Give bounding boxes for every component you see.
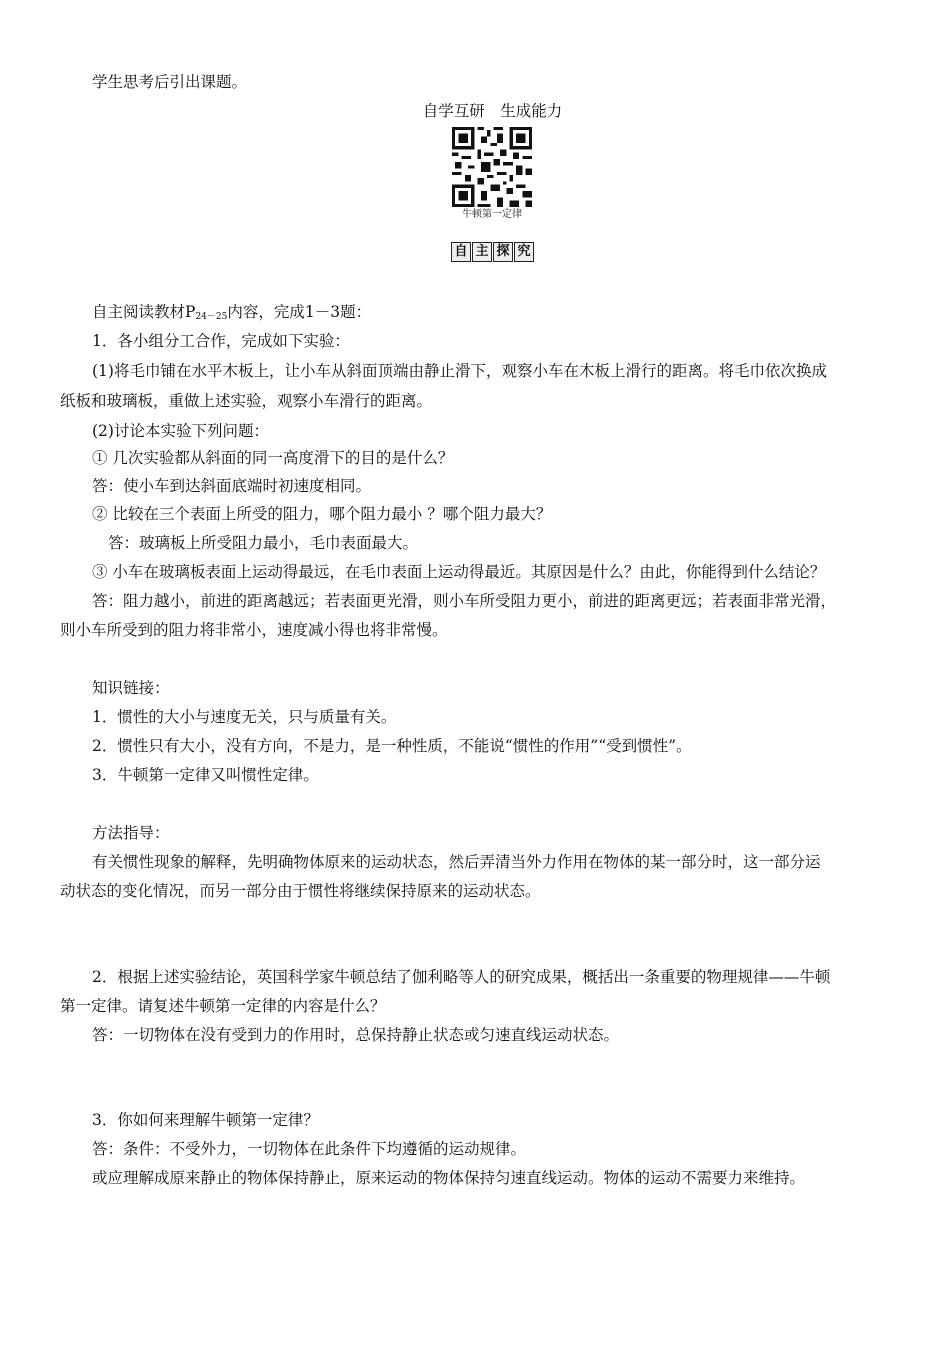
qr-caption: 牛顿第一定律 [462,209,522,220]
intro-line: 学生思考后引出课题。 [92,73,248,91]
badge-char: 探 [493,242,513,262]
badge-char: 主 [472,242,492,262]
q3-answer1: 答：条件：不受外力，一切物体在此条件下均遵循的运动规律。 [92,1140,527,1158]
q1-sub3-answer-line1: 答：阻力越小，前进的距离越远；若表面更光滑，则小车所受阻力更小，前进的距离更远；若表面非常光滑， [92,592,837,610]
reading-suffix: 内容，完成1－3题： [227,303,372,321]
q1-step1-line2: 纸板和玻璃板，重做上述实验，观察小车滑行的距离。 [60,392,433,410]
q2-answer: 答：一切物体在没有受到力的作用时，总保持静止状态或匀速直线运动状态。 [92,1026,620,1044]
q1-sub3-question: ③ 小车在玻璃板表面上运动得最远，在毛巾表面上运动得最近。其原因是什么？由此，你能得到什么结论？ [92,563,826,581]
reading-pages: 24－25 [195,312,228,322]
q1-sub2-answer: 答：玻璃板上所受阻力最小，毛巾表面最大。 [108,534,419,552]
q2-line1: 2．根据上述实验结论，英国科学家牛顿总结了伽利略等人的研究成果，概括出一条重要的物理规律——牛顿 [92,968,831,986]
q3-answer2: 或应理解成原来静止的物体保持静止，原来运动的物体保持匀速直线运动。物体的运动不需要力来维持。 [92,1169,806,1187]
q1-step2: (2)讨论本实验下列问题： [92,422,269,440]
method-line1: 有关惯性现象的解释，先明确物体原来的运动状态，然后弄清当外力作用在物体的某一部分时，这一部分运 [92,853,821,871]
reading-prefix: 自主阅读教材P [92,303,196,321]
q1-sub1-answer: 答：使小车到达斜面底端时初速度相同。 [92,477,372,495]
method-heading: 方法指导： [92,824,170,842]
section-title: 自学互研 生成能力 [422,102,563,120]
knowledge-item: 3．牛顿第一定律又叫惯性定律。 [92,766,319,784]
knowledge-item: 2．惯性只有大小，没有方向，不是力，是一种性质，不能说“惯性的作用”“受到惯性”。 [92,737,692,755]
method-line2: 动状态的变化情况，而另一部分由于惯性将继续保持原来的运动状态。 [60,882,541,900]
q2-line2: 第一定律。请复述牛顿第一定律的内容是什么？ [60,997,386,1015]
knowledge-heading: 知识链接： [92,679,170,697]
q1-sub1-question: ① 几次实验都从斜面的同一高度滑下的目的是什么？ [92,449,454,467]
q1-step1-line1: (1)将毛巾铺在水平木板上，让小车从斜面顶端由静止滑下，观察小车在木板上滑行的距离。将毛巾依次换成 [92,362,827,380]
q1-sub3-answer-line2: 则小车所受到的阻力将非常小，速度减小得也将非常慢。 [60,621,448,639]
q1-title: 1．各小组分工合作，完成如下实验： [92,332,350,350]
q3-question: 3．你如何来理解牛顿第一定律？ [92,1111,319,1129]
badge-char: 自 [451,242,471,262]
reading-instruction [92,302,371,327]
q1-sub2-question: ② 比较在三个表面上所受的阻力，哪个阻力最小 ？哪个阻力最大？ [92,505,552,523]
qr-code-image [452,127,532,207]
badge-char: 究 [514,242,534,262]
self-study-badge [451,242,535,263]
knowledge-item: 1．惯性的大小与速度无关，只与质量有关。 [92,708,397,726]
